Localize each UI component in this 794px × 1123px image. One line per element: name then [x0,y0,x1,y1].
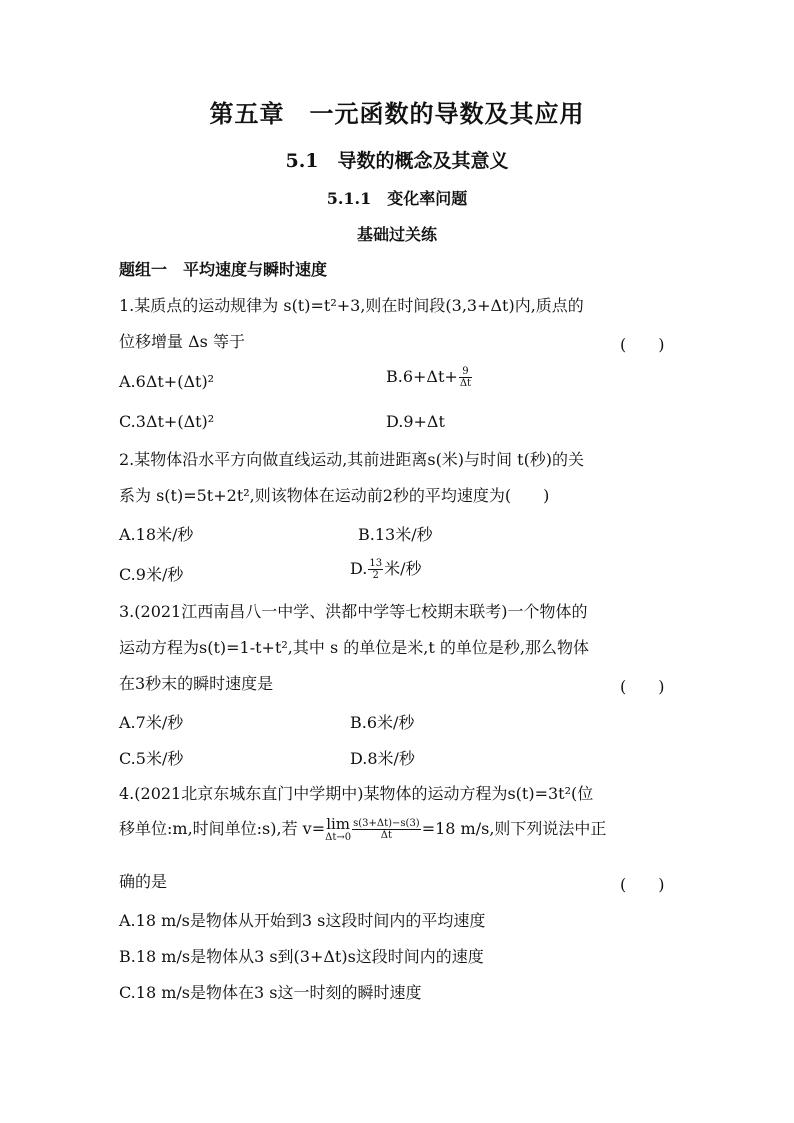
q1-option-b-fraction [459,366,472,389]
q2-option-a: A.18米/秒 [119,525,194,544]
q1-option-b-numerator: 9 [459,366,472,378]
q2-option-d-fraction [368,558,383,581]
q2-option-c: C.9米/秒 [119,565,184,584]
q4-line2 [119,814,606,844]
q4-answer-paren: ( ) [620,875,665,894]
practice-title: 基础过关练 [356,225,437,244]
q3-answer-paren: ( ) [620,677,665,696]
q4-option-c: C.18 m/s是物体在3 s这一时刻的瞬时速度 [119,983,422,1002]
q3-line3: 在3秒末的瞬时速度是 [119,674,274,693]
q1-line2: 位移增量 Δs 等于 [119,332,245,351]
q4-limit-fraction [352,818,421,841]
q4-line1: 4.(2021北京东城东直门中学期中)某物体的运动方程为s(t)=3t²(位 [119,784,594,803]
q1-option-b-prefix: B.6+Δt+ [386,367,458,386]
q2-option-d-suffix: 米/秒 [384,559,422,578]
q2-option-b: B.13米/秒 [358,525,433,544]
q4-line3: 确的是 [119,872,168,891]
subsection-title: 5.1.1 变化率问题 [326,189,468,208]
q4-limit [325,816,351,843]
chapter-title: 第五章 一元函数的导数及其应用 [209,99,585,128]
q2-option-d-prefix: D. [350,559,368,578]
q2-option-d-numerator: 13 [369,558,383,569]
q3-option-b: B.6米/秒 [350,713,415,732]
q1-answer-paren: ( ) [620,335,665,354]
q3-option-d: D.8米/秒 [350,749,415,768]
q4-line2-suffix: =18 m/s,则下列说法中正 [421,819,607,838]
q4-fraction-numerator: s(3+Δt)−s(3) [353,818,420,829]
q1-option-b [386,366,473,389]
q4-line2-prefix: 移单位:m,时间单位:s),若 v= [119,819,326,838]
q4-limit-label: lim [326,815,351,833]
q1-line1: 1.某质点的运动规律为 s(t)=t²+3,则在时间段(3,3+Δt)内,质点的 [119,296,584,315]
q3-option-c: C.5米/秒 [119,749,184,768]
question-group-title: 题组一 平均速度与瞬时速度 [119,260,328,279]
q3-line2: 运动方程为s(t)=1-t+t²,其中 s 的单位是米,t 的单位是秒,那么物体 [119,638,589,657]
q1-option-c: C.3Δt+(Δt)² [119,412,215,431]
q4-fraction-denominator: Δt [380,830,393,841]
q4-option-a: A.18 m/s是物体从开始到3 s这段时间内的平均速度 [119,911,486,930]
q3-option-a: A.7米/秒 [119,713,184,732]
q2-line2: 系为 s(t)=5t+2t²,则该物体在运动前2秒的平均速度为( ) [119,486,550,505]
q2-line1: 2.某物体沿水平方向做直线运动,其前进距离s(米)与时间 t(秒)的关 [119,450,585,469]
q1-option-d: D.9+Δt [386,412,445,431]
q3-line1: 3.(2021江西南昌八一中学、洪都中学等七校期末联考)一个物体的 [119,602,588,621]
q4-limit-subscript: Δt→0 [325,832,352,843]
q4-option-b: B.18 m/s是物体从3 s到(3+Δt)s这段时间内的速度 [119,947,484,966]
q2-option-d-denominator: 2 [372,570,379,581]
q1-option-b-denominator: Δt [459,378,472,389]
q2-option-d [350,556,421,581]
q1-option-a: A.6Δt+(Δt)² [119,372,215,391]
section-title: 5.1 导数的概念及其意义 [285,150,509,172]
